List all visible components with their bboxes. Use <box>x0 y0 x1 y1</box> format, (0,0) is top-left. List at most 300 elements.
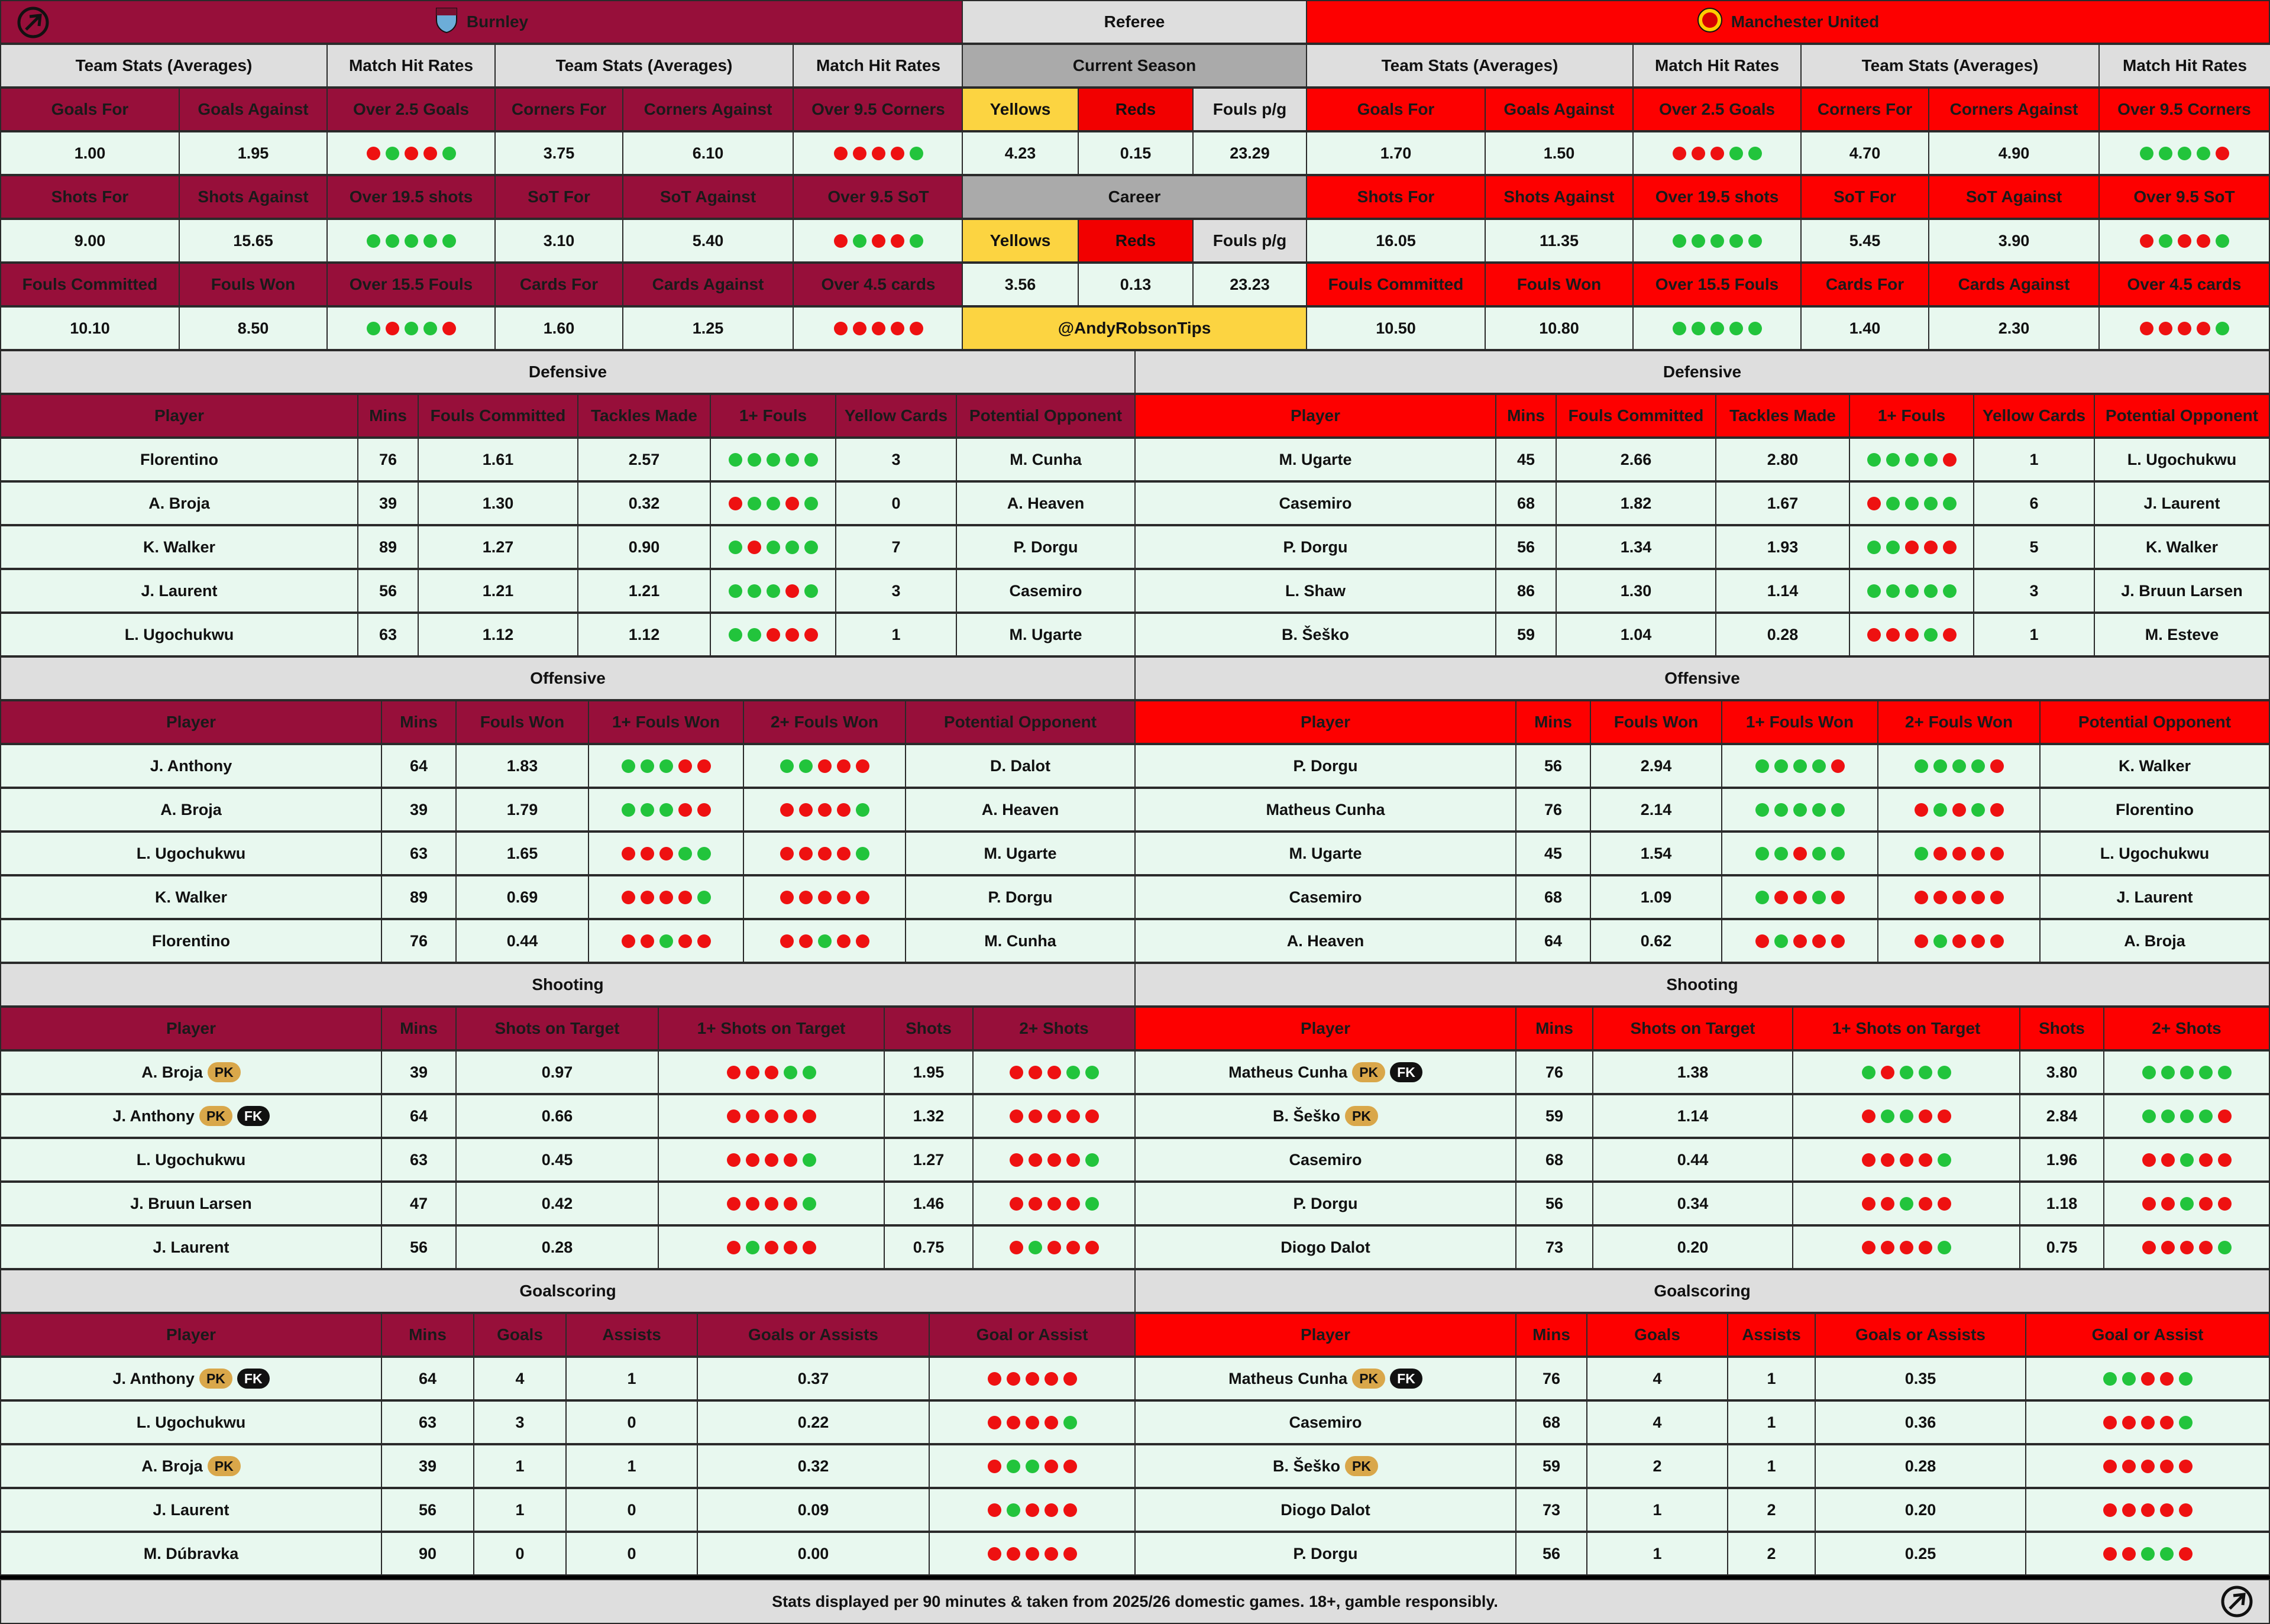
hit-dot-green <box>2160 1547 2174 1561</box>
burnley-stat-cell-text: 1.21 <box>628 581 660 600</box>
column-header-united-text: Mins <box>1535 1019 1573 1037</box>
united-stat-cell-text: 1.18 <box>2046 1194 2078 1212</box>
hit-rate-dots <box>727 1066 816 1079</box>
hit-rate-dots <box>1915 934 2004 948</box>
burnley-stat-cell <box>835 569 957 613</box>
hit-dot-red <box>988 1372 1001 1386</box>
united-player-name-text: Diogo Dalot <box>1280 1238 1370 1256</box>
hit-rate-dots <box>988 1416 1077 1429</box>
hit-dot-red <box>1045 1547 1058 1561</box>
united-stat-cell <box>1515 1444 1587 1488</box>
pk-badge: PK <box>199 1369 232 1389</box>
united-stat-cell-text: 64 <box>1544 931 1563 950</box>
hit-dot-red <box>837 847 851 860</box>
burnley-player-name <box>0 525 358 569</box>
hit-dot-red <box>641 934 654 948</box>
burnley-player-name <box>0 1488 382 1532</box>
united-stat-cell <box>1515 1094 1593 1138</box>
burnley-hit-rate <box>929 1400 1136 1444</box>
united-stat-value-text: 11.35 <box>1539 231 1579 250</box>
burnley-player-name <box>0 438 358 481</box>
hit-dot-green <box>785 453 799 467</box>
burnley-player-name-text: K. Walker <box>143 538 216 556</box>
hit-dot-red <box>818 803 832 817</box>
burnley-hit-rate <box>972 1050 1136 1094</box>
united-stat-cell <box>2094 569 2270 613</box>
united-hit-rate <box>2025 1444 2270 1488</box>
hit-dot-green <box>2216 322 2229 335</box>
united-stat-value-text: 1.70 <box>1380 144 1412 162</box>
united-stat-cell-text: 1.96 <box>2046 1150 2078 1169</box>
hit-dot-red <box>765 1241 778 1254</box>
burnley-stat-cell-text: 0.45 <box>541 1150 573 1169</box>
united-stat-cell <box>1973 481 2095 525</box>
united-stat-label-text: Fouls Committed <box>1328 275 1464 293</box>
column-header-united-text: 2+ Shots <box>2152 1019 2222 1037</box>
column-header-burnley-text: Player <box>154 406 205 425</box>
hit-dot-green <box>2179 1372 2193 1386</box>
hit-dot-red <box>659 891 673 904</box>
hit-dot-green <box>853 234 866 248</box>
column-header-burnley <box>565 1313 698 1357</box>
burnley-stat-cell <box>418 569 578 613</box>
burnley-stat-value <box>622 306 794 350</box>
hit-dot-red <box>2179 1547 2193 1561</box>
hit-rate-dots <box>988 1372 1077 1386</box>
hit-dot-red <box>785 628 799 642</box>
united-player-name <box>1134 438 1496 481</box>
united-stat-label <box>1928 88 2100 131</box>
column-header-burnley-text: Goals <box>497 1325 543 1344</box>
burnley-stat-label-text: Corners Against <box>644 100 772 118</box>
burnley-stat-cell <box>381 1488 474 1532</box>
hit-dot-red <box>837 934 851 948</box>
hit-dot-green <box>910 234 923 248</box>
united-stat-cell-text: 1.14 <box>1767 581 1799 600</box>
hit-rate-dots <box>2103 1503 2193 1517</box>
burnley-stat-cell <box>905 744 1136 788</box>
burnley-stat-cell <box>835 525 957 569</box>
hit-dot-red <box>1047 1241 1061 1254</box>
hit-rate-dots <box>367 234 456 248</box>
burnley-player-name <box>0 1357 382 1400</box>
hit-dot-red <box>2218 1109 2232 1123</box>
hit-dot-red <box>1867 628 1881 642</box>
burnley-player-name <box>0 1225 382 1269</box>
united-stat-value-text: 3.90 <box>1998 231 2030 250</box>
hit-dot-green <box>1085 1153 1099 1167</box>
burnley-stat-cell-text: 63 <box>379 625 397 643</box>
hit-dot-green <box>1933 803 1947 817</box>
hit-rate-dots <box>622 759 711 773</box>
hit-dot-green <box>659 759 673 773</box>
burnley-stat-cell-text: 76 <box>379 450 397 468</box>
burnley-player-name-text: K. Walker <box>154 888 228 906</box>
burnley-stat-cell <box>565 1357 698 1400</box>
hit-dot-green <box>803 1066 816 1079</box>
hit-dot-red <box>1063 1460 1077 1473</box>
united-stat-cell-text: L. Ugochukwu <box>2100 844 2210 862</box>
section-title-burnley-text: Defensive <box>528 363 607 381</box>
united-stat-cell-text: 1.34 <box>1620 538 1652 556</box>
burnley-stat-value-text: 1.25 <box>692 319 724 337</box>
hit-dot-red <box>1673 147 1686 160</box>
united-stat-value-text: 5.45 <box>1849 231 1881 250</box>
united-player-name-text: Matheus Cunha <box>1228 1063 1348 1081</box>
hit-dot-green <box>1943 584 1957 598</box>
united-player-name-text: Casemiro <box>1289 1150 1362 1169</box>
united-stat-label-text: SoT Against <box>1965 187 2062 206</box>
united-stat-cell-text: 0.75 <box>2046 1238 2078 1256</box>
burnley-stat-cell-text: 0.28 <box>541 1238 573 1256</box>
hit-dot-red <box>837 803 851 817</box>
united-stat-value-text: 4.90 <box>1998 144 2030 162</box>
hit-dot-green <box>2199 1066 2213 1079</box>
burnley-stat-cell-text: 0.37 <box>797 1369 829 1387</box>
united-player-name-text: P. Dorgu <box>1283 538 1348 556</box>
fk-badge: FK <box>237 1369 270 1389</box>
hit-dot-red <box>780 934 794 948</box>
referee-value-text: 4.23 <box>1004 144 1036 162</box>
hit-dot-red <box>1915 934 1928 948</box>
column-header-united-text: Fouls Won <box>1613 713 1699 731</box>
united-stat-label-text: Cards Against <box>1958 275 2070 293</box>
column-header-united <box>1792 1007 2020 1050</box>
united-stat-cell-text: 0.28 <box>1767 625 1799 643</box>
burnley-stat-cell <box>577 613 711 656</box>
hit-dot-red <box>622 891 635 904</box>
united-stat-cell-text: 0.36 <box>1904 1413 1936 1431</box>
column-header-burnley-text: Goal or Assist <box>976 1325 1088 1344</box>
hit-dot-red <box>2178 234 2191 248</box>
burnley-stat-cell <box>381 1444 474 1488</box>
hit-dot-green <box>1793 803 1807 817</box>
burnley-player-name <box>0 875 382 919</box>
united-stat-value-text: 4.70 <box>1849 144 1881 162</box>
united-player-name <box>1134 569 1496 613</box>
united-stat-cell-text: 6 <box>2029 494 2039 512</box>
hit-dot-red <box>678 759 692 773</box>
column-header-burnley <box>473 1313 567 1357</box>
column-header-burnley <box>743 700 906 744</box>
burnley-stat-cell <box>381 1225 457 1269</box>
burnley-stat-cell <box>418 613 578 656</box>
hit-dot-red <box>1047 1109 1061 1123</box>
united-hit-rate <box>1849 569 1974 613</box>
united-stat-value <box>1632 131 1802 175</box>
hit-dot-red <box>1886 628 1900 642</box>
hit-dot-red <box>1881 1066 1894 1079</box>
hit-dot-red <box>442 322 456 335</box>
hit-dot-green <box>1862 1066 1876 1079</box>
burnley-stat-cell <box>418 481 578 525</box>
group-heading-burnley-text: Team Stats (Averages) <box>75 56 253 75</box>
united-stat-cell-text: 45 <box>1516 450 1535 468</box>
column-header-united-text: Goals or Assists <box>1855 1325 1986 1344</box>
pk-badge: PK <box>199 1106 232 1126</box>
united-stat-cell <box>1973 569 2095 613</box>
hit-rate-dots <box>727 1197 816 1211</box>
column-header-united-text: Shots on Target <box>1630 1019 1755 1037</box>
hit-rate-dots <box>1915 759 2004 773</box>
burnley-stat-value <box>0 131 180 175</box>
hit-dot-red <box>1812 934 1826 948</box>
hit-dot-green <box>818 934 832 948</box>
united-name: Manchester United <box>1731 12 1880 31</box>
hit-dot-red <box>1010 1066 1023 1079</box>
burnley-player-name-text: L. Ugochukwu <box>136 844 246 862</box>
burnley-player-name <box>0 744 382 788</box>
hit-dot-red <box>834 234 848 248</box>
united-stat-cell-text: 0.44 <box>1677 1150 1709 1169</box>
burnley-stat-cell <box>905 832 1136 875</box>
hit-dot-green <box>622 803 635 817</box>
referee-head <box>1078 88 1194 131</box>
hit-dot-red <box>988 1547 1001 1561</box>
burnley-stat-value <box>793 306 964 350</box>
united-player-name <box>1134 832 1516 875</box>
hit-dot-green <box>1831 847 1845 860</box>
pk-badge: PK <box>1352 1062 1385 1082</box>
hit-dot-red <box>1710 147 1724 160</box>
united-player-name <box>1134 919 1516 963</box>
hit-dot-green <box>1755 803 1769 817</box>
hit-dot-green <box>1971 759 1985 773</box>
burnley-stat-cell <box>381 1400 474 1444</box>
hit-rate-dots <box>1755 847 1845 860</box>
hit-dot-red <box>1900 1153 1913 1167</box>
hit-dot-green <box>1881 1109 1894 1123</box>
united-stat-cell-text: J. Bruun Larsen <box>2121 581 2243 600</box>
hit-dot-red <box>2141 1416 2155 1429</box>
column-header-united-text: 1+ Fouls Won <box>1745 713 1854 731</box>
burnley-hit-rate <box>710 613 836 656</box>
hit-dot-green <box>746 1241 759 1254</box>
hit-rate-dots <box>729 453 818 467</box>
united-player-name <box>1134 1357 1516 1400</box>
hit-dot-red <box>784 1197 797 1211</box>
united-player-name <box>1134 788 1516 832</box>
column-header-united-text: Tackles Made <box>1729 406 1836 425</box>
hit-dot-green <box>1026 1460 1039 1473</box>
united-stat-value <box>1632 219 1802 263</box>
burnley-stat-value <box>179 306 328 350</box>
referee-value-text: 0.13 <box>1120 275 1152 293</box>
hit-dot-green <box>2142 1066 2156 1079</box>
hit-dot-green <box>1938 1153 1951 1167</box>
burnley-player-name <box>0 1444 382 1488</box>
burnley-stat-label-text: Goals For <box>51 100 129 118</box>
burnley-stat-label <box>793 88 964 131</box>
hit-rate-dots <box>727 1109 816 1123</box>
hit-dot-red <box>799 891 813 904</box>
hit-rate-dots <box>1915 803 2004 817</box>
hit-dot-red <box>1862 1109 1876 1123</box>
hit-dot-red <box>1029 1153 1042 1167</box>
hit-dot-red <box>767 628 780 642</box>
burnley-stat-cell-text: 1.95 <box>913 1063 945 1081</box>
united-hit-rate <box>1877 832 2041 875</box>
column-header-burnley-text: Potential Opponent <box>969 406 1123 425</box>
hit-rate-dots <box>729 541 818 554</box>
column-header-united <box>2025 1313 2270 1357</box>
united-stat-cell <box>2094 613 2270 656</box>
column-header-burnley <box>697 1313 930 1357</box>
united-stat-cell <box>1592 1182 1793 1225</box>
fk-badge: FK <box>1390 1062 1422 1082</box>
section-title-burnley-text: Shooting <box>532 975 604 994</box>
column-header-united <box>1592 1007 1793 1050</box>
column-header-united-text: 1+ Fouls <box>1877 406 1946 425</box>
united-player-name <box>1134 1444 1516 1488</box>
united-player-name-text: A. Heaven <box>1286 931 1364 950</box>
united-stat-cell-text: 76 <box>1542 1369 1561 1387</box>
hit-dot-red <box>803 1241 816 1254</box>
burnley-stat-label-text: Over 4.5 cards <box>821 275 936 293</box>
united-stat-cell-text: 68 <box>1544 888 1563 906</box>
united-stat-cell <box>2019 1225 2104 1269</box>
hit-dot-red <box>2218 1153 2232 1167</box>
hit-dot-green <box>729 453 742 467</box>
hit-dot-red <box>1990 759 2004 773</box>
hit-dot-red <box>622 934 635 948</box>
hit-rate-dots <box>1673 322 1762 335</box>
hit-rate-dots <box>2142 1109 2232 1123</box>
united-stat-label <box>1800 88 1929 131</box>
burnley-player-name-text: L. Ugochukwu <box>124 625 234 643</box>
hit-dot-green <box>2161 1066 2175 1079</box>
united-player-name-text: M. Ugarte <box>1279 450 1352 468</box>
burnley-hit-rate <box>929 1532 1136 1576</box>
united-stat-label-text: Goals Against <box>1503 100 1615 118</box>
hit-dot-green <box>2180 1066 2194 1079</box>
hit-dot-green <box>2218 1066 2232 1079</box>
column-header-united-text: Fouls Committed <box>1568 406 1704 425</box>
burnley-stat-cell <box>473 1532 567 1576</box>
united-player-name-text: L. Shaw <box>1285 581 1346 600</box>
burnley-stat-cell <box>455 788 589 832</box>
hit-dot-green <box>1867 541 1881 554</box>
burnley-stat-cell-text: 0.90 <box>628 538 660 556</box>
hit-dot-red <box>784 1109 797 1123</box>
burnley-hit-rate <box>710 569 836 613</box>
hit-dot-red <box>765 1153 778 1167</box>
hit-rate-dots <box>622 934 711 948</box>
united-hit-rate <box>2025 1357 2270 1400</box>
burnley-stat-cell <box>956 525 1136 569</box>
burnley-stat-label-text: Goals Against <box>198 100 309 118</box>
hit-dot-red <box>1919 1109 1932 1123</box>
united-stat-cell-text: 0.20 <box>1904 1500 1936 1519</box>
hit-dot-green <box>767 584 780 598</box>
hit-dot-green <box>659 803 673 817</box>
burnley-stat-cell-text: P. Dorgu <box>988 888 1053 906</box>
united-stat-cell-text: 59 <box>1516 625 1535 643</box>
referee-head <box>1078 219 1194 263</box>
burnley-stat-value <box>326 219 496 263</box>
hit-dot-red <box>727 1153 741 1167</box>
burnley-stat-cell-text: 39 <box>379 494 397 512</box>
hit-dot-green <box>442 234 456 248</box>
column-header-burnley <box>710 394 836 438</box>
hit-dot-red <box>2159 322 2172 335</box>
hit-dot-red <box>1026 1372 1039 1386</box>
hit-dot-red <box>2179 1503 2193 1517</box>
united-stat-value <box>2098 131 2270 175</box>
hit-dot-green <box>1748 147 1762 160</box>
column-header-united-text: Mins <box>1532 1325 1570 1344</box>
hit-rate-dots <box>1867 453 1957 467</box>
referee-head <box>1192 88 1307 131</box>
hit-dot-red <box>678 803 692 817</box>
group-heading-united <box>1800 44 2100 88</box>
hit-dot-green <box>803 1197 816 1211</box>
current-season-label <box>962 44 1307 88</box>
united-stat-cell <box>1515 1138 1593 1182</box>
hit-dot-red <box>2122 1503 2136 1517</box>
united-stat-cell <box>1815 1357 2026 1400</box>
column-header-burnley <box>381 1007 457 1050</box>
united-stat-label <box>2098 88 2270 131</box>
united-stat-cell <box>1727 1532 1816 1576</box>
hit-dot-green <box>1710 234 1724 248</box>
hit-dot-green <box>804 541 818 554</box>
column-header-burnley-text: Player <box>166 1019 216 1037</box>
united-stat-cell <box>2019 1138 2104 1182</box>
burnley-stat-value-text: 15.65 <box>233 231 273 250</box>
twitter-handle-text: @AndyRobsonTips <box>1058 319 1211 337</box>
hit-dot-green <box>423 322 437 335</box>
column-header-united <box>1134 394 1496 438</box>
united-stat-cell-text: 73 <box>1545 1238 1564 1256</box>
hit-dot-red <box>1881 1241 1894 1254</box>
hit-dot-green <box>1063 1416 1077 1429</box>
column-header-burnley <box>0 394 358 438</box>
column-header-united-text: Potential Opponent <box>2078 713 2232 731</box>
hit-dot-green <box>729 584 742 598</box>
hit-dot-red <box>784 1153 797 1167</box>
hit-dot-red <box>891 234 904 248</box>
burnley-stat-cell-text: 1 <box>627 1457 636 1475</box>
section-title-burnley <box>0 963 1136 1007</box>
hit-dot-red <box>1793 934 1807 948</box>
team-header-burnley <box>0 0 963 44</box>
burnley-player-name-text: J. Laurent <box>141 581 218 600</box>
hit-rate-dots <box>1867 628 1957 642</box>
hit-dot-red <box>910 322 923 335</box>
united-hit-rate <box>1792 1050 2020 1094</box>
hit-dot-green <box>2161 1109 2175 1123</box>
hit-dot-red <box>1862 1153 1876 1167</box>
column-header-united-text: Goals <box>1634 1325 1680 1344</box>
united-stat-cell-text: 1.67 <box>1767 494 1799 512</box>
united-stat-cell <box>1815 1400 2026 1444</box>
united-stat-label-text: Over 19.5 shots <box>1655 187 1779 206</box>
hit-dot-green <box>1085 1066 1099 1079</box>
hit-dot-green <box>442 147 456 160</box>
hit-dot-red <box>818 759 832 773</box>
united-player-name <box>1134 1094 1516 1138</box>
hit-dot-green <box>784 1066 797 1079</box>
group-heading-united <box>1306 44 1634 88</box>
hit-dot-red <box>2199 1153 2213 1167</box>
burnley-stat-label-text: Fouls Won <box>211 275 296 293</box>
united-stat-label <box>1800 175 1929 219</box>
burnley-stat-cell <box>473 1357 567 1400</box>
burnley-stat-label <box>326 175 496 219</box>
burnley-stat-cell <box>455 744 589 788</box>
hit-dot-green <box>2141 1547 2155 1561</box>
